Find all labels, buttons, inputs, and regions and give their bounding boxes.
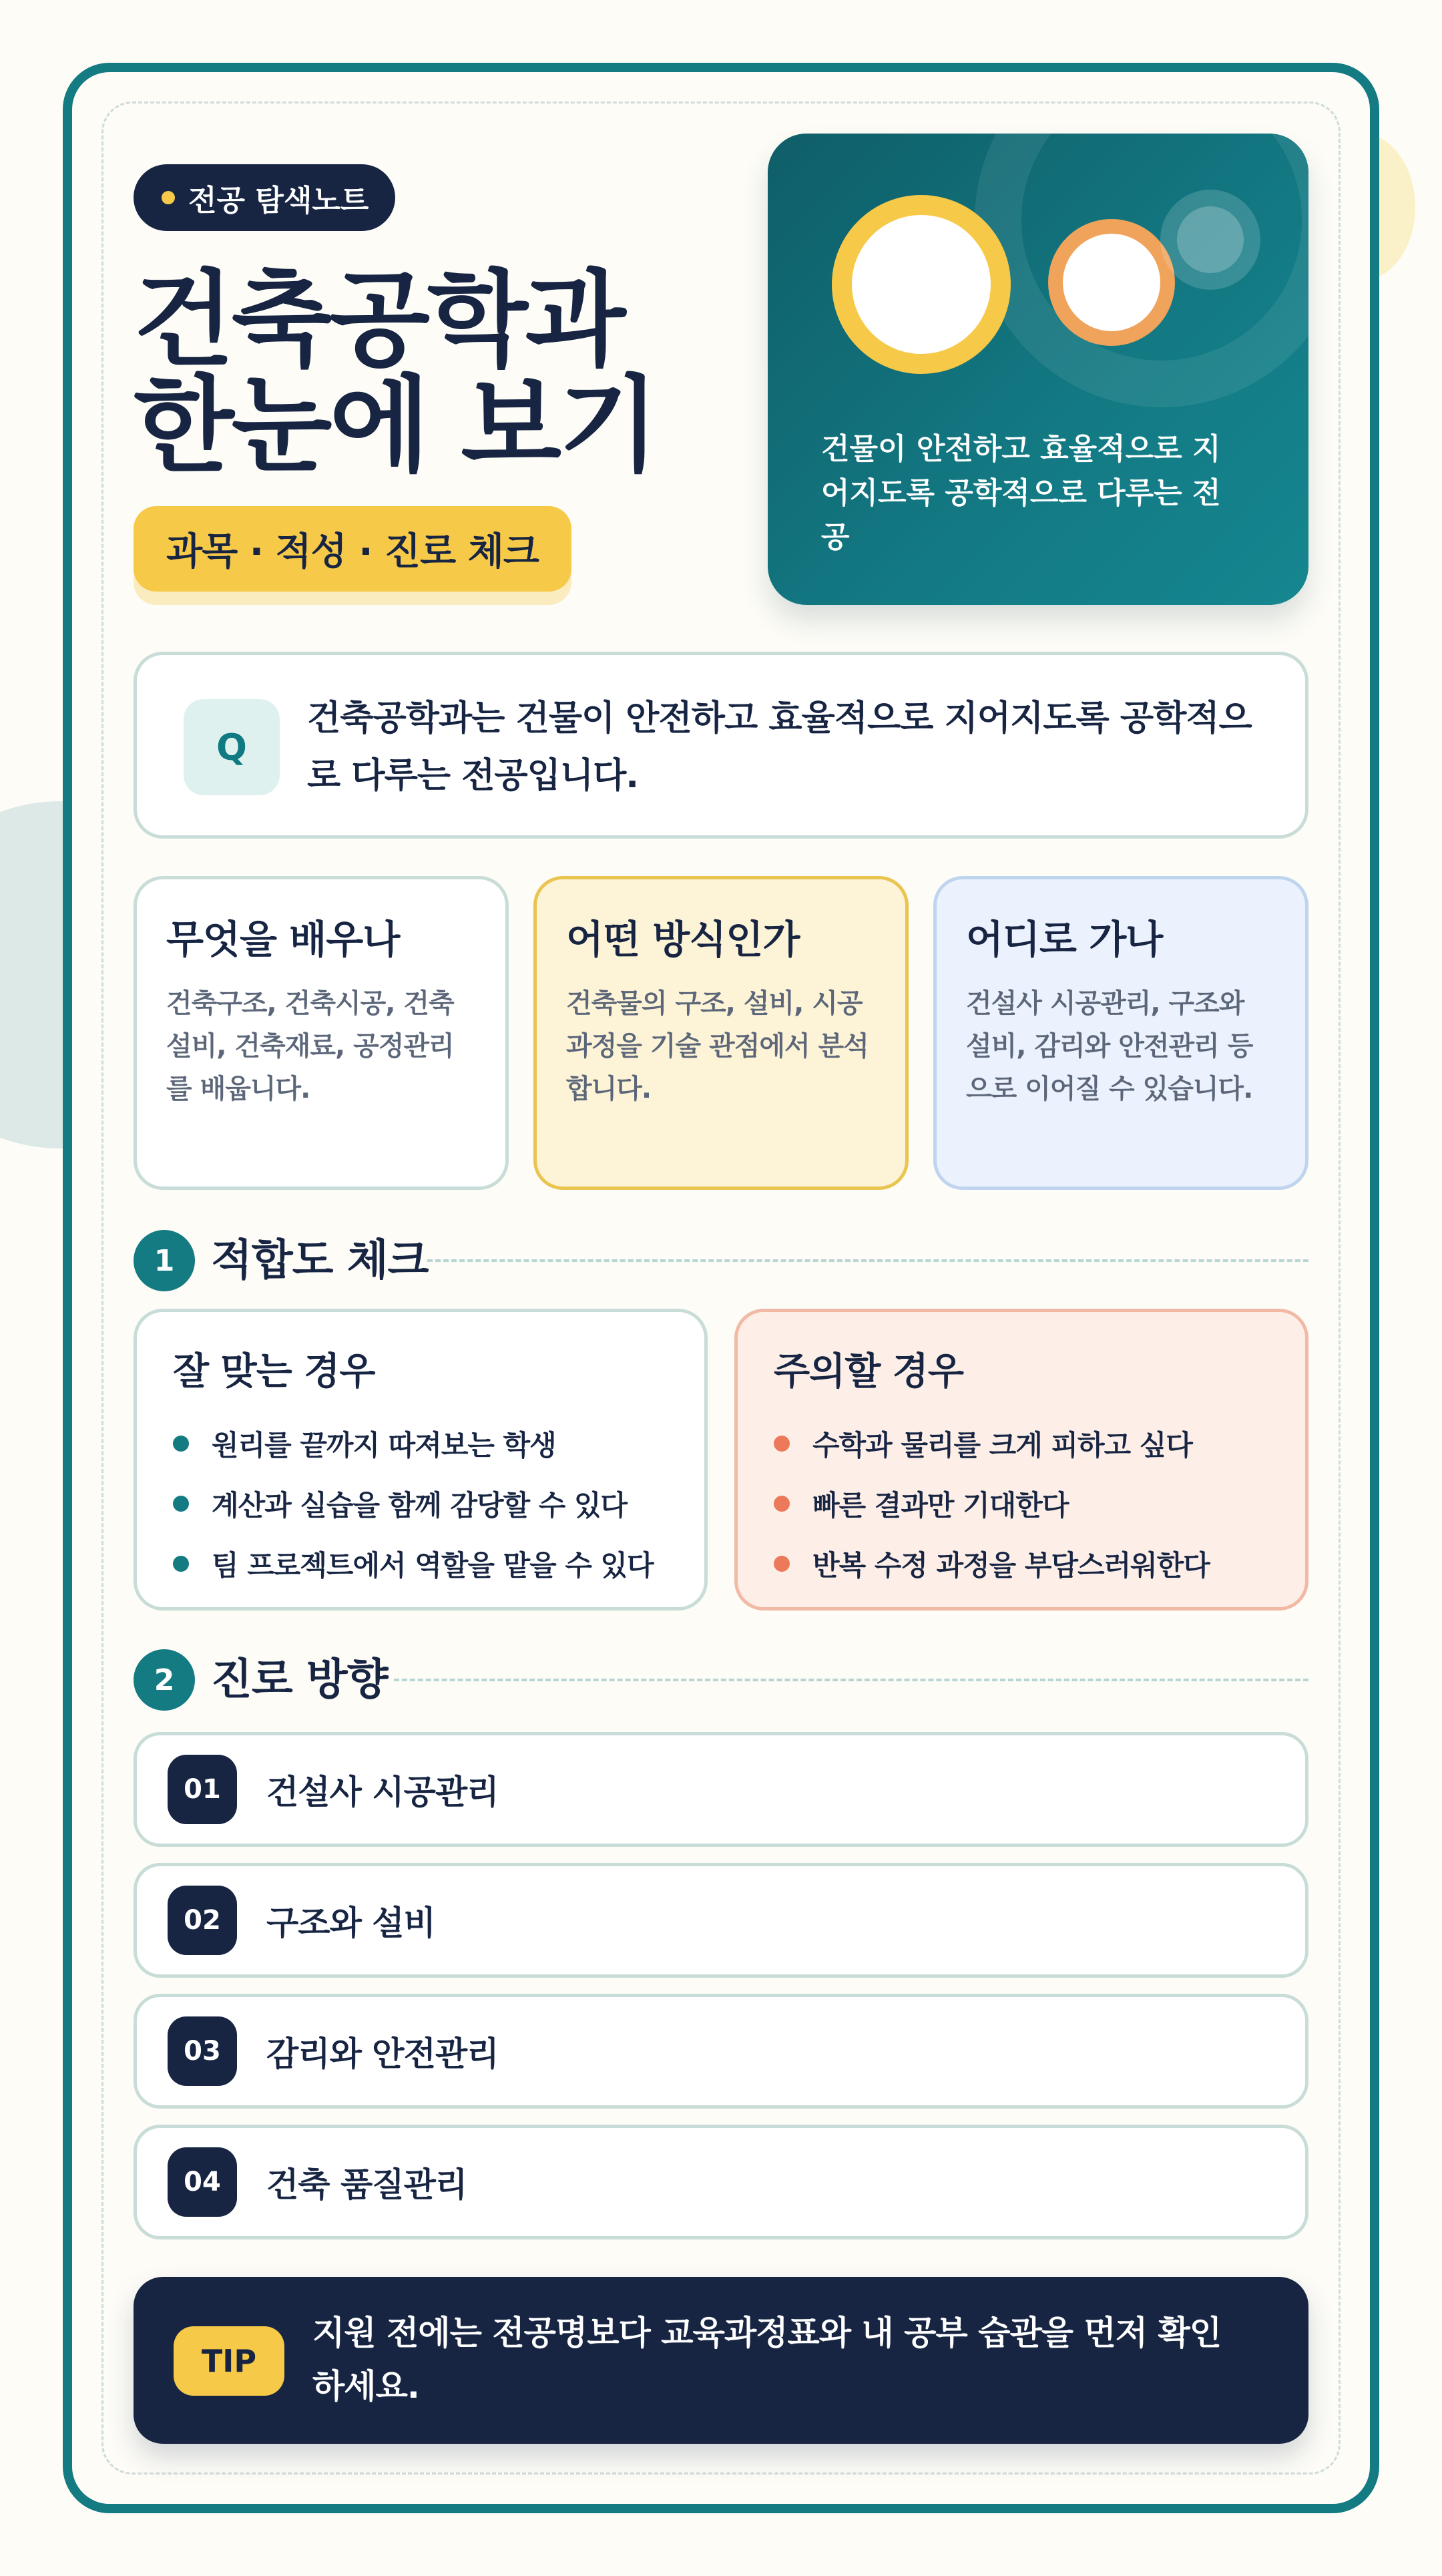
fit-good-title: 잘 맞는 경우 <box>173 1350 375 1393</box>
hero-description: 건물이 안전하고 효율적으로 지어지도록 공학적으로 다루는 전공 <box>821 432 1221 554</box>
info-card-title: 어떤 방식인가 <box>566 917 800 962</box>
list-item: 팀 프로젝트에서 역할을 맡을 수 있다 <box>173 1534 668 1594</box>
career-item-1 <box>134 1732 1308 1847</box>
bullet-icon <box>173 1436 189 1452</box>
subtitle-pill <box>134 506 571 605</box>
info-card-title: 어디로 가나 <box>966 917 1163 962</box>
badge-label: 전공 탐색노트 <box>188 184 369 218</box>
bullet-icon <box>173 1556 189 1572</box>
info-card-where <box>933 876 1308 1190</box>
career-number: 01 <box>168 1755 237 1824</box>
yellow-circle-icon <box>832 195 1011 374</box>
info-card-how <box>533 876 909 1190</box>
list-item: 수학과 물리를 크게 피하고 싶다 <box>774 1414 1269 1474</box>
tip-text: 지원 전에는 전공명보다 교육과정표와 내 공부 습관을 먼저 확인하세요. <box>312 2314 1222 2406</box>
question-text: 건축공학과는 건물이 안전하고 효율적으로 지어지도록 공학적으로 다루는 전공입니다. <box>307 698 1252 796</box>
list-item: 반복 수정 과정을 부담스러워한다 <box>774 1534 1269 1594</box>
career-label: 감리와 안전관리 <box>266 2034 499 2073</box>
career-number: 02 <box>168 1886 237 1955</box>
badge-dot-icon <box>162 191 175 204</box>
fit-good-card <box>134 1309 708 1611</box>
list-item: 빠른 결과만 기대한다 <box>774 1474 1269 1534</box>
info-card-body: 건축물의 구조, 설비, 시공 과정을 기술 관점에서 분석합니다. <box>566 988 869 1104</box>
career-item-4 <box>134 2125 1308 2239</box>
list-item: 계산과 실습을 함께 감당할 수 있다 <box>173 1474 668 1534</box>
subtitle-pill-label: 과목 · 적성 · 진로 체크 <box>134 506 571 592</box>
info-card-body: 건축구조, 건축시공, 건축설비, 건축재료, 공정관리를 배웁니다. <box>166 988 454 1104</box>
title-line-2: 한눈에 보기 <box>134 365 657 486</box>
section-2-number: 2 <box>134 1649 195 1711</box>
fit-warn-card <box>734 1309 1308 1611</box>
question-box <box>134 652 1308 839</box>
section-1-number: 1 <box>134 1230 195 1291</box>
tip-box <box>134 2277 1308 2444</box>
career-number: 04 <box>168 2147 237 2217</box>
career-item-2 <box>134 1863 1308 1978</box>
career-label: 구조와 설비 <box>266 1904 435 1942</box>
orange-circle-icon <box>1048 219 1175 346</box>
section-1-divider <box>427 1259 1308 1262</box>
category-badge <box>134 164 395 231</box>
list-item: 원리를 끝까지 따져보는 학생 <box>173 1414 668 1474</box>
career-number: 03 <box>168 2016 237 2086</box>
info-card-title: 무엇을 배우나 <box>166 917 400 962</box>
career-label: 건축 품질관리 <box>266 2165 467 2204</box>
question-icon: Q <box>184 699 280 795</box>
bullet-icon <box>173 1496 189 1512</box>
section-2-divider <box>394 1679 1308 1681</box>
title-line-1: 건축공학과 <box>134 259 624 381</box>
info-card-body: 건설사 시공관리, 구조와 설비, 감리와 안전관리 등으로 이어질 수 있습니다. <box>966 988 1253 1104</box>
bullet-icon <box>774 1496 790 1512</box>
hero-panel <box>768 134 1308 605</box>
section-1-title: 적합도 체크 <box>211 1236 429 1285</box>
info-card-what <box>134 876 509 1190</box>
page-title <box>134 259 734 486</box>
career-label: 건설사 시공관리 <box>266 1773 499 1811</box>
tip-tag: TIP <box>174 2326 284 2396</box>
career-item-3 <box>134 1994 1308 2109</box>
section-2-title: 진로 방향 <box>211 1655 388 1705</box>
bullet-icon <box>774 1436 790 1452</box>
bullet-icon <box>774 1556 790 1572</box>
fit-warn-title: 주의할 경우 <box>774 1350 963 1393</box>
